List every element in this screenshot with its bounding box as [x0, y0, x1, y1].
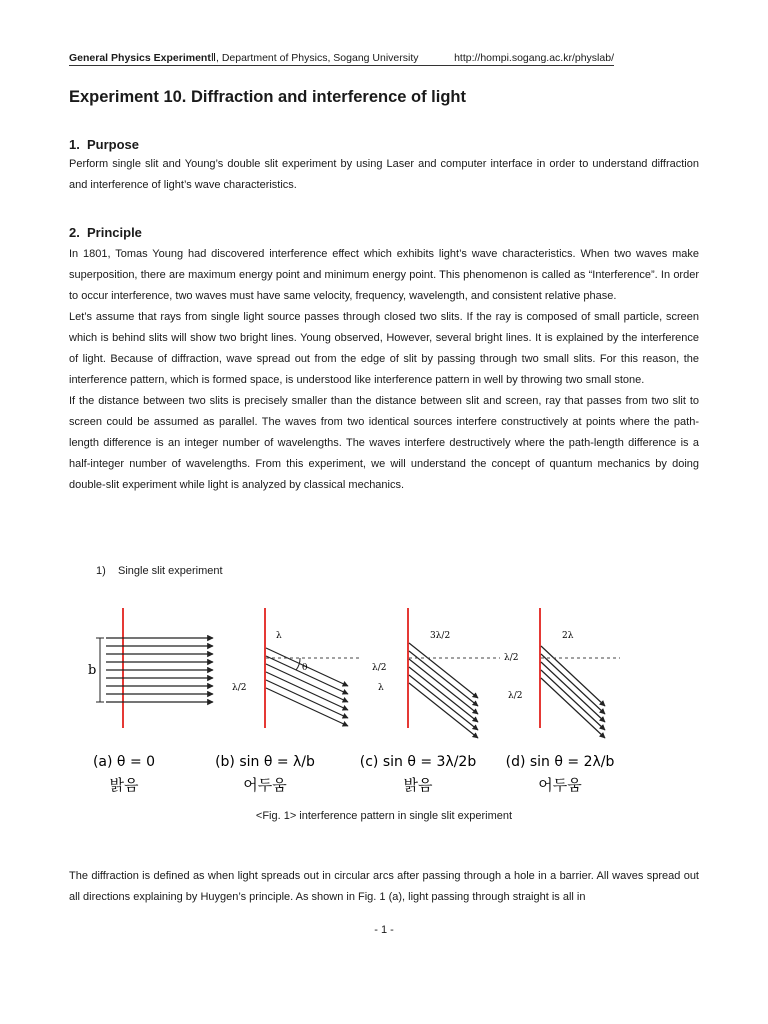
lambda-half-label: λ/2 — [508, 691, 523, 701]
panel-b-diagram — [232, 608, 360, 728]
diffracted-rays — [409, 643, 478, 738]
panel-b-formula: (b) sin θ = λ/b — [215, 754, 315, 770]
lambda-half-label: λ/2 — [504, 653, 519, 663]
diffracted-rays — [266, 648, 348, 726]
subsection-label: Single slit experiment — [118, 565, 223, 577]
header-course: General Physics Experiment — [69, 52, 211, 64]
paragraph: If the distance between two slits is precisely smaller than the distance between slit and screen, ray that passes from two slit to screen could be assumed as parallel. The waves from two identical sources interfere constructively at points where the path-length difference is an integer number of wavelengths. The waves interfere destructively where the path-length difference is a half-integer number of wavelengths. From this experiment, we will understand the concept of quantum mechanics by doing double-slit experiment while light is analyzed by classical mechanics. — [69, 395, 699, 491]
lambda-half-label: λ/2 — [232, 683, 247, 693]
section-title: Principle — [87, 225, 142, 240]
header-course-suffix: Ⅱ, Department of Physics, Sogang University — [210, 52, 419, 64]
page-number: - 1 - — [374, 924, 394, 936]
single-slit-diagram — [80, 608, 620, 803]
figure-caption: <Fig. 1> interference pattern in single slit experiment — [255, 810, 513, 822]
page-title: Experiment 10. Diffraction and interference of light — [69, 88, 466, 106]
purpose-text — [69, 154, 699, 196]
panel-d-formula: (d) sin θ = 2λ/b — [505, 754, 615, 770]
section-title: Purpose — [87, 137, 140, 152]
panel-a-formula: (a) θ = 0 — [92, 754, 156, 770]
lambda-label: λ — [276, 631, 282, 641]
diffracted-rays — [541, 646, 605, 738]
paragraph: Perform single slit and Young’s double slit experiment by using Laser and computer interface in order to understand diffraction and interference of light’s wave characteristics. — [69, 158, 699, 191]
panel-a-diagram — [88, 608, 213, 728]
panel-d-korean: 어두움 — [538, 776, 582, 794]
section-number: 2. — [69, 225, 80, 240]
panel-b-korean: 어두움 — [243, 776, 287, 794]
closing-paragraph — [69, 866, 699, 908]
section-heading-purpose — [69, 137, 139, 152]
subsection-heading — [96, 565, 223, 577]
panel-a-korean: 밝음 — [109, 776, 139, 794]
section-number: 1. — [69, 137, 80, 152]
paragraph: In 1801, Tomas Young had discovered interference effect which exhibits light’s wave characteristics. When two waves make superposition, there are maximum energy point and minimum energy point. This phenomenon is called as “Interference”. In order to occur interference, two waves must have same velocity, frequency, wavelength, and consistent relative phase. — [69, 248, 699, 302]
panel-c-korean: 밝음 — [403, 776, 433, 794]
paragraph: The diffraction is defined as when light spreads out in circular arcs after passing through a hole in a barrier. All waves spread out all directions explaining by Huygen’s principle. As shown in Fig. 1 (a), light passing through straight is all in — [69, 870, 699, 903]
header-url: http://hompi.sogang.ac.kr/physlab/ — [454, 52, 614, 64]
panel-c-formula: (c) sin θ = 3λ/2b — [359, 754, 477, 770]
running-header — [69, 52, 614, 66]
panel-c-diagram — [372, 608, 500, 738]
panel-d-diagram — [504, 608, 620, 738]
lambda-half-label: λ/2 — [372, 663, 387, 673]
section-heading-principle — [69, 225, 142, 240]
two-lambda-label: 2λ — [562, 631, 574, 641]
lambda-label: λ — [378, 683, 384, 693]
paragraph: Let’s assume that rays from single light source passes through closed two slits. If the ray is composed of small particle, screen which is behind slits will show two bright lines. Young observed, However, several bright lines. It is explained by the interference of light. Because of diffraction, wave spread out from the edge of slit by passing through two small slits. For this reason, the interference pattern, which is formed space, is understood like interference pattern in well by throwing two small stone. — [69, 311, 699, 386]
three-lambda-half-label: 3λ/2 — [430, 631, 451, 641]
subsection-number: 1) — [96, 565, 106, 577]
theta-label: θ — [302, 663, 308, 673]
principle-text — [69, 244, 699, 496]
slit-width-label: b — [88, 663, 97, 678]
